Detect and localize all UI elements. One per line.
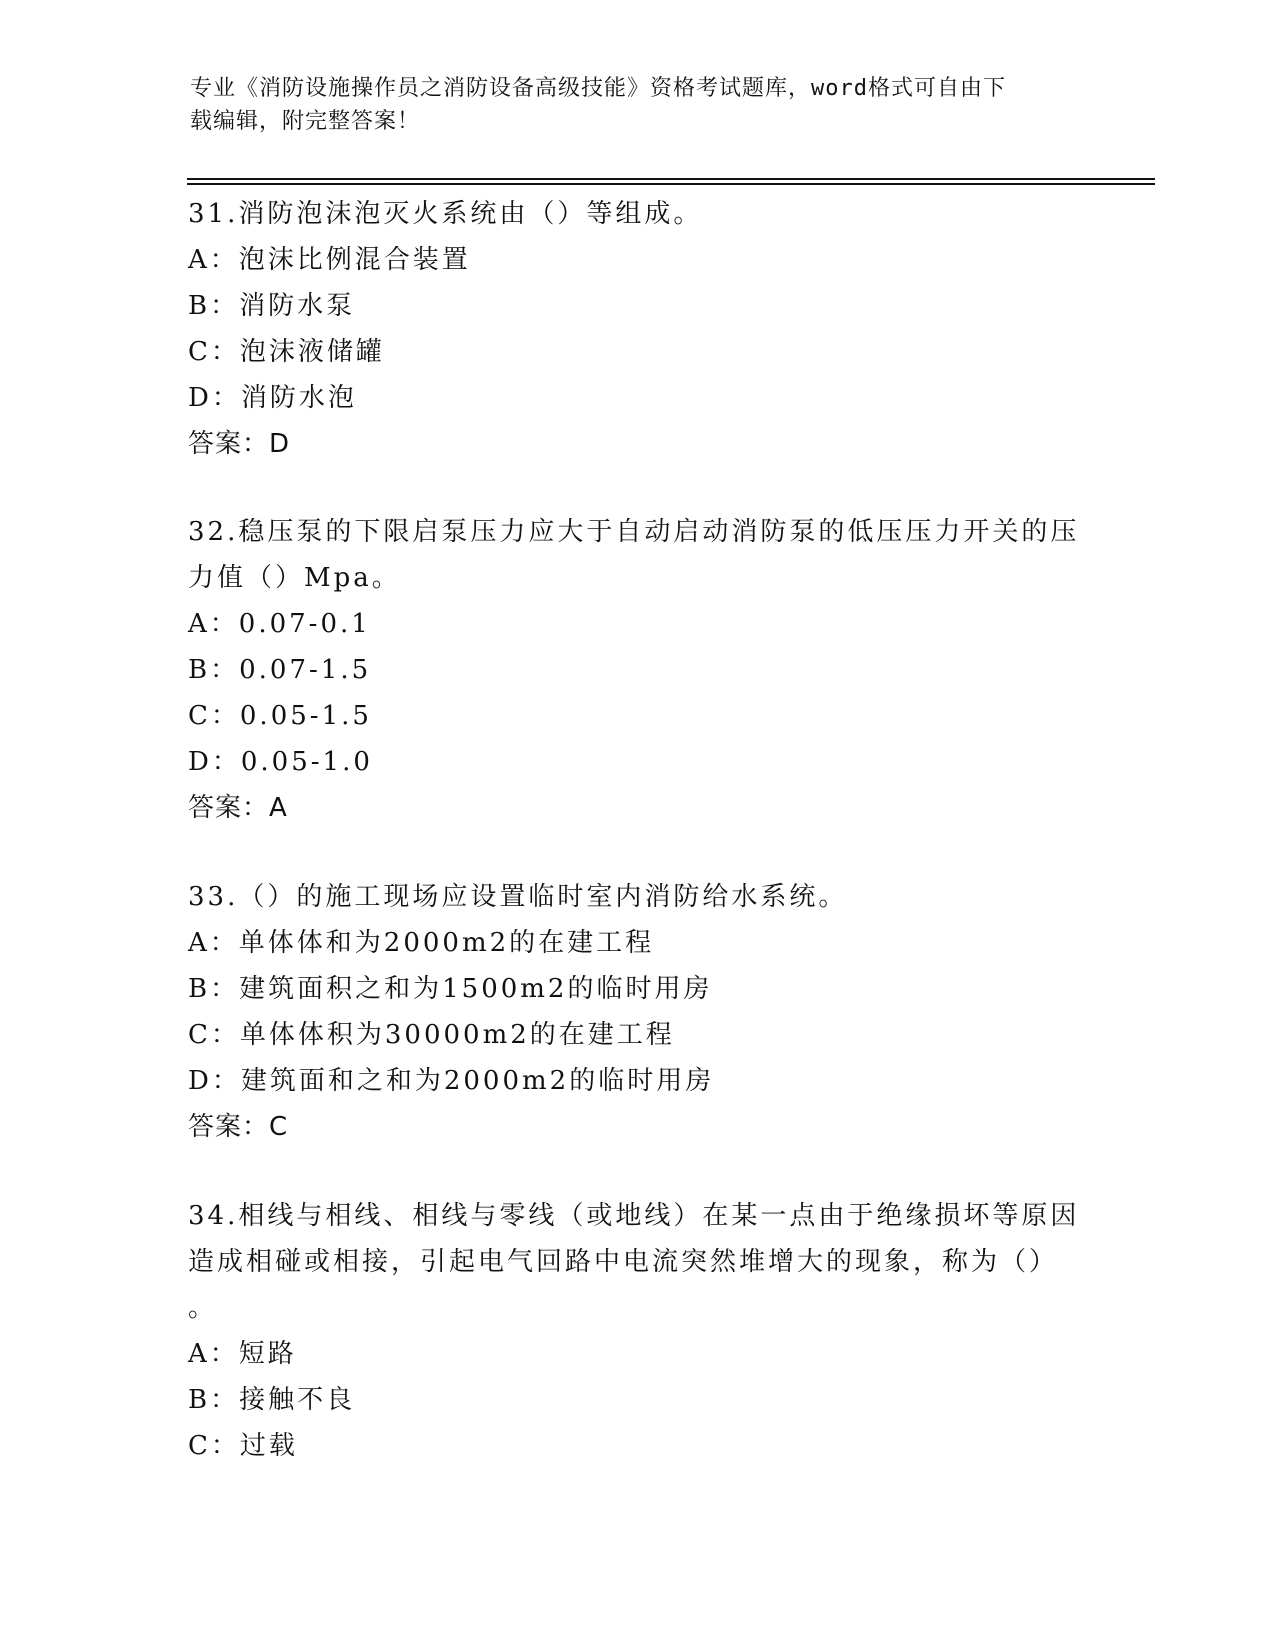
header-line-1: 专业《消防设施操作员之消防设备高级技能》资格考试题库，word格式可自由下 [190,76,1006,101]
header-divider-top [187,178,1155,180]
option-c: C：过载 [188,1431,298,1461]
header-divider-bottom [187,183,1155,185]
question-stem-continued: 力值（）Mpa。 [188,563,401,593]
document-header [190,72,1090,138]
option-c: C：单体体积为30000m2的在建工程 [188,1020,675,1050]
answer: 答案：C [188,1112,289,1142]
option-a: A：短路 [188,1339,297,1369]
question-31 [188,191,1088,467]
answer: 答案：D [188,429,291,459]
option-b: B：接触不良 [188,1385,356,1415]
option-c: C：0.05-1.5 [188,701,372,731]
option-c: C：泡沫液储罐 [188,337,385,367]
option-a: A：单体体和为2000m2的在建工程 [188,928,655,958]
option-b: B：0.07-1.5 [188,655,372,685]
question-stem-continued: 。 [188,1293,218,1323]
question-34 [188,1193,1088,1469]
question-stem: 32.稳压泵的下限启泵压力应大于自动启动消防泵的低压压力开关的压 [188,517,1080,547]
question-stem-continued: 造成相碰或相接，引起电气回路中电流突然堆增大的现象，称为（） [188,1247,1059,1277]
option-a: A：0.07-0.1 [188,609,371,639]
option-b: B：建筑面积之和为1500m2的临时用房 [188,974,713,1004]
option-b: B：消防水泵 [188,291,356,321]
option-a: A：泡沫比例混合装置 [188,245,471,275]
option-d: D：建筑面和之和为2000m2的临时用房 [188,1066,715,1096]
header-line-2: 载编辑，附完整答案！ [190,109,421,134]
question-stem: 33.（）的施工现场应设置临时室内消防给水系统。 [188,882,848,912]
question-stem: 31.消防泡沫泡灭火系统由（）等组成。 [188,199,703,229]
question-stem: 34.相线与相线、相线与零线（或地线）在某一点由于绝缘损坏等原因 [188,1201,1080,1231]
option-d: D：消防水泡 [188,383,357,413]
question-33 [188,874,1088,1150]
option-d: D：0.05-1.0 [188,747,373,777]
answer: 答案：A [188,793,288,823]
question-32 [188,509,1088,831]
